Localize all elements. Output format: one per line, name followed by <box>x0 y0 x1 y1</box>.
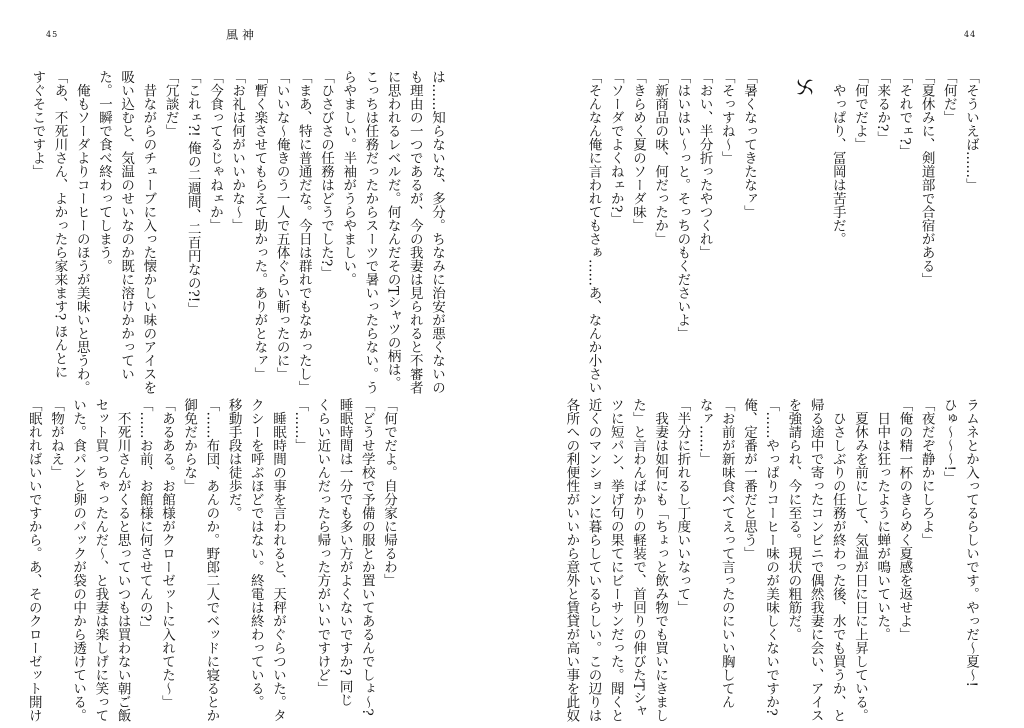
right-upper-text <box>582 70 982 394</box>
text-line: 「何でだよ。自分家に帰るわ」 <box>381 398 397 587</box>
running-head: 風神 <box>226 28 259 42</box>
text-line: 「俺の精一杯のきらめく夏感を返せよ」 <box>896 398 913 641</box>
text-line: ツに短パン、挙げ句の果てにビーサンだった。聞くと <box>607 398 624 722</box>
page-number: 44 <box>964 30 977 39</box>
text-line: に思われるレベルだ。何なんだそのTシャツの柄は。 <box>384 70 401 390</box>
right-lower-text <box>560 398 982 722</box>
text-line: 「ひさびさの任務はどうでした?」 <box>317 70 334 280</box>
left-lower-text <box>23 398 400 722</box>
text-line: 「……やっぱりコーヒー味のが美味しくないですか? <box>763 398 780 716</box>
text-line: 俺、定番が一番だと思う」 <box>740 398 757 560</box>
text-line <box>782 70 804 370</box>
text-line: 「おい、半分折ったやつくれ」 <box>696 70 713 259</box>
text-line: なァ……」 <box>696 398 713 466</box>
text-line: 「そんなん俺に言われてもさぁ……あ、なんか小さい <box>585 70 602 394</box>
text-line: 「夜だぞ静かにしろよ」 <box>918 398 935 547</box>
text-line: 「あるある。お館様がクローゼットに入れてた〜」 <box>158 398 175 709</box>
text-line: 「何でだよ」 <box>851 70 868 151</box>
text-line: 「半分に折れるし丁度いいなって」 <box>674 398 691 614</box>
page-number: 45 <box>46 30 59 39</box>
text-line: やっぱり、冨岡は苦手だ。 <box>829 70 846 246</box>
text-line: 「いいな〜俺きのう一人で五体ぐらい斬ったのに」 <box>273 70 290 381</box>
text-line: 「ソーダでよくねェか?」 <box>607 70 624 226</box>
text-line: 俺もソーダよりコーヒーのほうが美味いと思うわ。 <box>73 70 90 394</box>
text-line: 夏休みを前にして、気温が日に日に上昇している。 <box>851 398 868 722</box>
text-line: 日中は狂ったように蝉が鳴いていた。 <box>874 398 891 641</box>
text-line: 「……お前、お館様に何させてんの?」 <box>136 398 153 635</box>
text-line: 睡眠時間は一分でも多い方がよくないですか? 同じ <box>336 398 353 707</box>
text-line: ひさしぶりの任務が終わった後、水でも買うか、と <box>829 398 846 722</box>
text-line: 「きらめく夏のソーダ味」 <box>629 70 646 232</box>
text-line: 「……」 <box>292 398 309 452</box>
text-line: 我妻は如何にも「ちょっと飲み物でも買いにきまし <box>652 398 669 722</box>
text-line: 各所への利便性がいいから意外と賃貸が高い事を此奴 <box>563 398 580 722</box>
right-page <box>512 0 1024 728</box>
text-line: 「はいはい〜っと。そっちのもくださいよ」 <box>674 70 691 340</box>
text-line: 吸い込むと、気温のせいなのか既に溶けかかってい <box>118 70 135 381</box>
text-line: た。一瞬で食べ終わってしまう。 <box>95 70 112 273</box>
text-line: を強請られ、今に至る。現状の粗筋だ。 <box>785 398 802 641</box>
text-line: 「何だ」 <box>940 70 957 124</box>
section-break-swirl-icon <box>792 74 818 100</box>
text-line: 「夏休みに、剣道部で合宿がある」 <box>918 70 935 286</box>
text-line: らやましい。半袖がうらやましい。 <box>340 70 357 286</box>
text-line: 移動手段は徒歩だ。 <box>225 398 242 520</box>
text-line: 御免だからな」 <box>181 398 198 493</box>
text-line: 「暑くなってきたなァ」 <box>740 70 757 219</box>
text-line: 「眠れればいいですから。あ、そのクローゼット開け <box>25 398 42 722</box>
text-line: 「今食ってるじゃねェか」 <box>206 70 223 232</box>
text-line: 不死川さんがくると思っていつもは買わない朝ご飯 <box>114 398 131 722</box>
text-line: こっちは任務だったからスーツで暑いったらない。う <box>362 70 379 394</box>
text-line: くらい近いんだったら帰った方がいいですけど」 <box>314 398 331 695</box>
text-line: いた。食パンと卵のパックが袋の中から透けている。 <box>70 398 87 722</box>
text-line: 近くのマンションに暮らしているらしい。この辺りは <box>585 398 602 722</box>
text-line: た」と言わんばかりの軽装で、首回りの伸びたTシャ <box>629 398 646 718</box>
text-line: 「まあ、特に普通だな。今日は群れでもなかったし」 <box>295 70 312 394</box>
text-line: 「……布団、あんのか。野郎二人でベッドに寝るとか <box>203 398 220 722</box>
text-line: ひゅ〜〜〜!」 <box>940 398 957 485</box>
text-line: 「新商品の味、何だったか」 <box>652 70 669 246</box>
text-line: 「どうせ学校で予備の服とか置いてあるんでしょ〜? <box>358 398 375 716</box>
text-line <box>760 70 782 370</box>
text-line: 昔ながらのチューブに入った懐かしい味のアイスを <box>140 70 157 394</box>
text-line: 睡眠時間の事を言われると、天秤がぐらついた。タ <box>269 398 286 722</box>
text-line: セット買っちゃったんだ〜、と我妻は楽しげに笑って <box>92 398 109 722</box>
text-line: 「来るか?」 <box>874 70 891 145</box>
text-line: 「そういえば……」 <box>963 70 979 192</box>
text-line: 「あ、不死川さん、よかったら家来ます? ほんとに <box>51 70 68 379</box>
text-line: も理由の一つであるが、今の我妻は見られると不審者 <box>406 70 423 394</box>
text-line: 「お礼は何がいいかな〜」 <box>229 70 246 232</box>
text-line: すぐそこですよ」 <box>29 70 46 178</box>
text-line: ラムネとか入ってるらしいです。やっだ〜夏〜! <box>963 398 979 687</box>
text-line: 帰る途中で寄ったコンビニで偶然我妻に会い、アイス <box>807 398 824 722</box>
text-line: は……知らないな、多分。ちなみに治安が悪くないの <box>429 70 445 394</box>
left-upper-text <box>26 70 448 394</box>
text-line: クシーを呼ぶほどではない。終電は終わっている。 <box>247 398 264 709</box>
text-line: 「暫く楽させてもらえて助かった。ありがとなァ」 <box>251 70 268 381</box>
text-line: 「お前が新味食べてえって言ったのにいい胸してん <box>718 398 735 709</box>
text-line <box>804 70 826 370</box>
text-line: 「それでェ?」 <box>896 70 913 159</box>
text-line: 「冗談だ」 <box>162 70 179 138</box>
text-line: 「そっすね〜」 <box>718 70 735 165</box>
text-line: 「これェ?! 俺の二週間、二百円なの?!」 <box>184 70 201 316</box>
text-line: 「物がねえ」 <box>47 398 64 479</box>
